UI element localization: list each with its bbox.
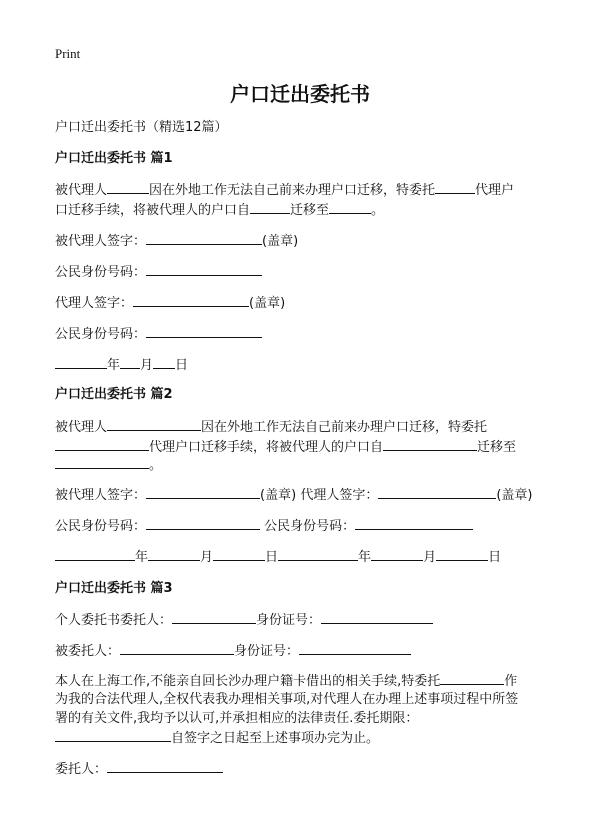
s2-id-row	[55, 517, 560, 536]
s2-label: 被代理人签字：	[55, 488, 147, 503]
s3-agent-blank[interactable]	[440, 672, 504, 685]
section-1-heading: 户口迁出委托书 篇1	[55, 151, 173, 166]
s2-day-blank-2[interactable]	[436, 548, 488, 561]
s1-from-blank[interactable]	[250, 201, 290, 214]
s1-label: 公民身份号码：	[55, 327, 147, 342]
page-title: 户口迁出委托书	[230, 82, 370, 106]
s1-agent-blank[interactable]	[435, 181, 475, 194]
s3-trustee-id-field[interactable]	[299, 642, 411, 655]
s1-id-field-1[interactable]	[146, 263, 262, 276]
s1-agent-sign-row	[55, 294, 560, 313]
s3-label: 身份证号：	[234, 644, 300, 659]
s2-label: 公民身份号码：	[55, 519, 147, 534]
s2-paragraph-line-2	[55, 438, 560, 457]
s1-label: 公民身份号码：	[55, 265, 147, 280]
s3-principal-row	[55, 760, 560, 779]
s2-date-row	[55, 548, 560, 567]
s2-principal-blank[interactable]	[107, 418, 201, 431]
s1-date-row	[55, 356, 560, 375]
s2-month-blank-2[interactable]	[371, 548, 423, 561]
s1-day-blank[interactable]	[153, 356, 175, 369]
s3-label: 身份证号：	[256, 613, 322, 628]
s1-principal-blank[interactable]	[107, 181, 149, 194]
s3-label: 个人委托书委托人：	[55, 613, 173, 628]
s3-paragraph-line-1	[55, 672, 560, 691]
s2-agent-blank[interactable]	[55, 438, 149, 451]
s1-year-blank[interactable]	[55, 356, 107, 369]
s3-label: 被委托人：	[55, 644, 121, 659]
s3-text: 作	[504, 674, 518, 689]
s1-id-field-2[interactable]	[146, 325, 262, 338]
s2-text: 。	[149, 458, 163, 473]
s1-label: 被代理人签字：	[55, 234, 147, 249]
s2-label: 月	[423, 550, 437, 565]
s2-to-blank[interactable]	[55, 456, 149, 469]
s1-id-row-2	[55, 325, 560, 344]
s2-label: 年	[358, 550, 372, 565]
s2-label: 日	[488, 550, 502, 565]
s3-paragraph-line-4	[55, 729, 560, 748]
s2-label: 月	[200, 550, 214, 565]
s1-text: 口迁移手续，将被代理人的户口自	[55, 203, 251, 218]
s1-agent-sign-field[interactable]	[133, 294, 249, 307]
s2-month-blank-1[interactable]	[148, 548, 200, 561]
s3-text: 自签字之日起至上述事项办完为止。	[171, 731, 380, 746]
s1-paragraph-line-2	[55, 201, 560, 220]
s3-paragraph-line-2: 为我的合法代理人,全权代表我办理相关事项,对代理人在办理上述事项过程中所签	[55, 692, 519, 707]
print-label[interactable]: Print	[55, 46, 81, 61]
s3-entruster-row	[55, 611, 560, 630]
s3-label: 委托人：	[55, 762, 108, 777]
s2-year-blank-1[interactable]	[55, 548, 135, 561]
s3-trustee-row	[55, 642, 560, 661]
s2-year-blank-2[interactable]	[278, 548, 358, 561]
s2-paragraph-line-3	[55, 456, 560, 475]
s2-text: 迁移至	[477, 440, 517, 455]
s2-id-field-2[interactable]	[355, 517, 473, 530]
section-3-heading: 户口迁出委托书 篇3	[55, 581, 173, 596]
s2-sign-row	[55, 486, 560, 505]
s2-paragraph-line-1	[55, 418, 560, 437]
s1-text: 迁移至	[290, 203, 330, 218]
s2-principal-sign-field[interactable]	[146, 486, 260, 499]
s2-label: 代理人签字：	[300, 488, 379, 503]
s2-id-field-1[interactable]	[146, 517, 260, 530]
s1-text: 。	[371, 203, 385, 218]
s2-text: 因在外地工作无法自己前来办理户口迁移，特委托	[201, 420, 488, 435]
s1-text: 因在外地工作无法自己前来办理户口迁移，特委托	[149, 183, 436, 198]
s2-from-blank[interactable]	[383, 438, 477, 451]
s1-id-row-1	[55, 263, 560, 282]
s3-period-blank[interactable]	[55, 729, 171, 742]
s3-principal-field[interactable]	[107, 760, 223, 773]
section-2-heading: 户口迁出委托书 篇2	[55, 387, 173, 402]
s2-text: 被代理人	[55, 420, 108, 435]
s3-entruster-id-field[interactable]	[321, 611, 433, 624]
s1-text: 被代理人	[55, 183, 108, 198]
s2-seal-label: (盖章)	[260, 488, 297, 503]
s1-month-blank[interactable]	[120, 356, 140, 369]
s1-label: 年	[107, 358, 121, 373]
s3-trustee-field[interactable]	[120, 642, 234, 655]
s1-principal-sign-field[interactable]	[146, 232, 262, 245]
s3-text: 本人在上海工作,不能亲自回长沙办理户籍卡借出的相关手续,特委托	[55, 674, 441, 689]
s2-day-blank-1[interactable]	[213, 548, 265, 561]
s2-label: 年	[135, 550, 149, 565]
s1-paragraph-line-1	[55, 181, 560, 200]
s2-text: 代理户口迁移手续，将被代理人的户口自	[149, 440, 384, 455]
s2-label: 公民身份号码：	[264, 519, 356, 534]
s1-principal-sign-row	[55, 232, 560, 251]
s1-to-blank[interactable]	[329, 201, 371, 214]
s1-text: 代理户	[475, 183, 515, 198]
s2-label: 日	[265, 550, 279, 565]
s1-label: 代理人签字：	[55, 296, 134, 311]
s1-label: 日	[175, 358, 189, 373]
subtitle: 户口迁出委托书（精选12篇）	[55, 120, 228, 135]
s2-seal-label: (盖章)	[496, 488, 533, 503]
s3-paragraph-line-3: 署的有关文件,我均予以认可,并承担相应的法律责任.委托期限：	[55, 711, 419, 726]
s3-entruster-field[interactable]	[172, 611, 256, 624]
s2-agent-sign-field[interactable]	[378, 486, 496, 499]
s1-seal-label: (盖章)	[249, 296, 286, 311]
s1-seal-label: (盖章)	[262, 234, 299, 249]
s1-label: 月	[140, 358, 154, 373]
